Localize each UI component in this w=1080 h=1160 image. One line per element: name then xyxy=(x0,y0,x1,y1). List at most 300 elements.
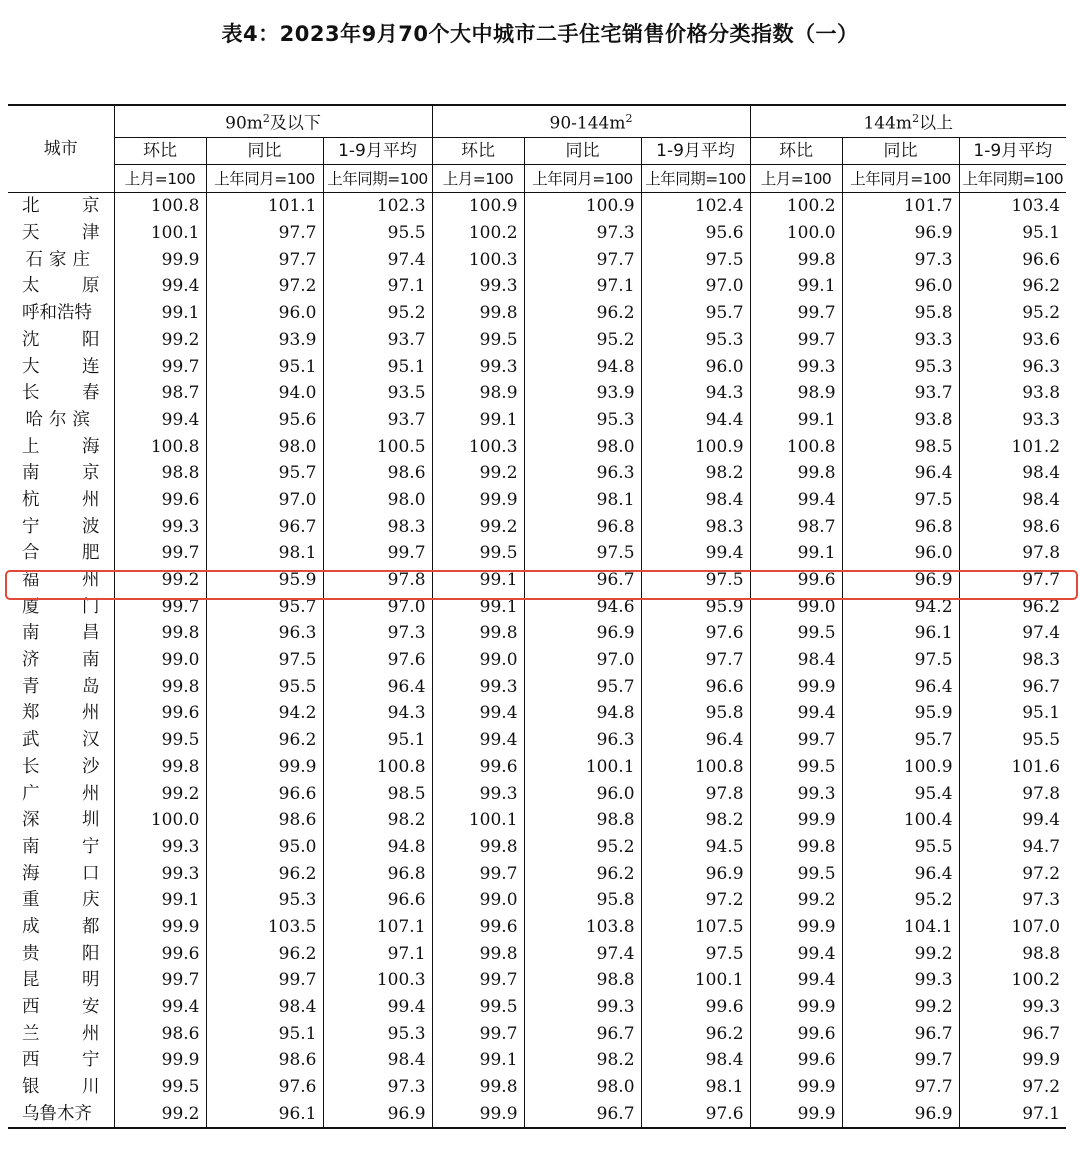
city-name-char: 银 xyxy=(22,1077,40,1098)
table-row xyxy=(8,353,1066,380)
index-value-cell: 97.2 xyxy=(641,887,750,914)
index-value-cell: 99.4 xyxy=(323,994,432,1021)
index-value-cell: 97.3 xyxy=(524,220,641,247)
index-value-cell: 99.9 xyxy=(114,1047,206,1074)
index-value-cell: 93.6 xyxy=(959,326,1066,353)
index-value-cell: 97.5 xyxy=(206,647,323,674)
index-value-cell: 99.9 xyxy=(750,807,842,834)
city-name-char: 福 xyxy=(22,570,40,590)
index-value-cell: 98.4 xyxy=(750,647,842,674)
table-row xyxy=(8,513,1066,540)
index-value-cell: 99.4 xyxy=(750,487,842,514)
index-value-cell: 96.4 xyxy=(323,673,432,700)
index-value-cell: 97.2 xyxy=(959,860,1066,887)
index-value-cell: 95.0 xyxy=(206,834,323,861)
index-value-cell: 95.1 xyxy=(206,353,323,380)
index-value-cell: 100.9 xyxy=(524,193,641,220)
index-value-cell: 96.9 xyxy=(842,1100,959,1128)
index-value-cell: 96.0 xyxy=(842,273,959,300)
city-name-char: 北 xyxy=(22,196,40,217)
index-value-cell: 95.3 xyxy=(641,326,750,353)
sub-header-avg: 1-9月平均 xyxy=(959,137,1066,165)
index-value-cell: 99.3 xyxy=(114,834,206,861)
index-value-cell: 98.4 xyxy=(641,1047,750,1074)
index-value-cell: 94.2 xyxy=(842,593,959,620)
city-name-char: 波 xyxy=(82,516,100,537)
index-value-cell: 97.7 xyxy=(524,246,641,273)
index-value-cell: 99.0 xyxy=(750,593,842,620)
index-value-cell: 97.0 xyxy=(524,647,641,674)
index-value-cell: 98.2 xyxy=(641,807,750,834)
index-value-cell: 99.0 xyxy=(432,887,524,914)
base-header-mom: 上月=100 xyxy=(432,165,524,193)
city-name xyxy=(8,727,114,754)
page-title: 表4：2023年9月70个大中城市二手住宅销售价格分类指数（一） xyxy=(221,22,859,46)
index-value-cell: 96.2 xyxy=(524,300,641,327)
city-name-char: 阳 xyxy=(82,943,100,964)
index-value-cell: 99.9 xyxy=(432,1100,524,1128)
index-value-cell: 96.3 xyxy=(524,727,641,754)
index-value-cell: 97.6 xyxy=(323,647,432,674)
index-value-cell: 99.6 xyxy=(114,487,206,514)
index-value-cell: 95.5 xyxy=(206,673,323,700)
index-value-cell: 101.2 xyxy=(959,433,1066,460)
index-value-cell: 98.6 xyxy=(114,1020,206,1047)
index-value-cell: 99.7 xyxy=(114,540,206,567)
table-row xyxy=(8,940,1066,967)
index-value-cell: 99.2 xyxy=(842,994,959,1021)
city-name-char: 青 xyxy=(22,676,40,697)
index-value-cell: 96.4 xyxy=(842,860,959,887)
index-value-cell: 97.6 xyxy=(641,1100,750,1128)
table-row xyxy=(8,300,1066,327)
index-value-cell: 95.3 xyxy=(524,407,641,434)
index-value-cell: 95.7 xyxy=(524,673,641,700)
index-value-cell: 97.8 xyxy=(641,780,750,807)
table-row xyxy=(8,540,1066,567)
index-value-cell: 100.8 xyxy=(641,753,750,780)
city-name-char: 阳 xyxy=(82,329,100,350)
city-name-char: 庆 xyxy=(82,890,100,911)
index-value-cell: 98.7 xyxy=(114,380,206,407)
city-name-char: 口 xyxy=(82,863,100,884)
index-value-cell: 98.3 xyxy=(323,513,432,540)
index-value-cell: 94.6 xyxy=(524,593,641,620)
city-name xyxy=(8,700,114,727)
index-value-cell: 96.9 xyxy=(842,220,959,247)
city-name-char: 州 xyxy=(82,783,100,804)
index-value-cell: 97.1 xyxy=(323,273,432,300)
index-value-cell: 98.9 xyxy=(750,380,842,407)
index-value-cell: 95.7 xyxy=(842,727,959,754)
index-value-cell: 98.8 xyxy=(524,807,641,834)
index-value-cell: 97.4 xyxy=(323,246,432,273)
index-value-cell: 93.7 xyxy=(842,380,959,407)
index-value-cell: 97.7 xyxy=(959,567,1066,594)
index-value-cell: 96.7 xyxy=(959,673,1066,700)
base-header-yoy: 上年同月=100 xyxy=(842,165,959,193)
city-name-char: 重 xyxy=(22,890,40,911)
index-value-cell: 97.0 xyxy=(641,273,750,300)
city-name-char: 宁 xyxy=(82,836,100,857)
index-value-cell: 97.5 xyxy=(842,647,959,674)
index-value-cell: 99.9 xyxy=(750,1100,842,1128)
index-value-cell: 99.8 xyxy=(432,1074,524,1101)
table-row xyxy=(8,727,1066,754)
index-value-cell: 99.6 xyxy=(114,940,206,967)
index-value-cell: 99.6 xyxy=(750,567,842,594)
index-value-cell: 95.9 xyxy=(842,700,959,727)
city-name-char: 长 xyxy=(22,383,40,404)
base-header-yoy: 上年同月=100 xyxy=(206,165,323,193)
table-row xyxy=(8,220,1066,247)
group-header-small: $90m^2$及以下 xyxy=(114,105,432,137)
index-value-cell: 98.8 xyxy=(959,940,1066,967)
index-value-cell: 99.5 xyxy=(114,1074,206,1101)
index-value-cell: 99.3 xyxy=(432,673,524,700)
index-value-cell: 99.6 xyxy=(750,1020,842,1047)
index-value-cell: 99.4 xyxy=(114,407,206,434)
index-value-cell: 98.1 xyxy=(206,540,323,567)
index-value-cell: 95.7 xyxy=(206,593,323,620)
index-value-cell: 99.2 xyxy=(114,780,206,807)
index-value-cell: 98.4 xyxy=(206,994,323,1021)
index-value-cell: 97.4 xyxy=(524,940,641,967)
table-row xyxy=(8,326,1066,353)
index-value-cell: 100.0 xyxy=(114,807,206,834)
city-name-char: 兰 xyxy=(22,1023,40,1044)
index-value-cell: 99.3 xyxy=(842,967,959,994)
index-value-cell: 99.4 xyxy=(114,273,206,300)
city-name-char: 深 xyxy=(22,810,40,831)
index-value-cell: 100.3 xyxy=(323,967,432,994)
city-name xyxy=(8,1074,114,1101)
city-name-char: 津 xyxy=(82,223,100,244)
index-value-cell: 99.6 xyxy=(432,753,524,780)
index-value-cell: 94.7 xyxy=(959,834,1066,861)
sub-header-mom: 环比 xyxy=(114,137,206,165)
city-name-char: 成 xyxy=(22,916,40,937)
index-value-cell: 95.8 xyxy=(524,887,641,914)
index-value-cell: 100.8 xyxy=(114,193,206,220)
city-name xyxy=(8,460,114,487)
index-value-cell: 96.1 xyxy=(842,620,959,647)
sub-header-yoy: 同比 xyxy=(842,137,959,165)
index-value-cell: 94.8 xyxy=(524,700,641,727)
index-value-cell: 99.6 xyxy=(641,994,750,1021)
city-name xyxy=(8,593,114,620)
city-name xyxy=(8,513,114,540)
city-name-char: 海 xyxy=(82,436,100,457)
city-name-text: 石家庄 xyxy=(25,249,96,270)
index-value-cell: 99.7 xyxy=(842,1047,959,1074)
city-name xyxy=(8,753,114,780)
table-row xyxy=(8,967,1066,994)
index-value-cell: 95.5 xyxy=(842,834,959,861)
index-value-cell: 99.6 xyxy=(114,700,206,727)
index-value-cell: 95.4 xyxy=(842,780,959,807)
index-value-cell: 95.1 xyxy=(323,353,432,380)
city-name xyxy=(8,780,114,807)
index-value-cell: 96.7 xyxy=(524,1020,641,1047)
table-row xyxy=(8,780,1066,807)
index-value-cell: 99.7 xyxy=(750,727,842,754)
index-value-cell: 95.7 xyxy=(206,460,323,487)
city-name xyxy=(8,1020,114,1047)
index-value-cell: 96.9 xyxy=(641,860,750,887)
city-name xyxy=(8,487,114,514)
table-row xyxy=(8,246,1066,273)
city-name xyxy=(8,193,114,220)
base-header-mom: 上月=100 xyxy=(114,165,206,193)
index-value-cell: 96.4 xyxy=(842,673,959,700)
table-row xyxy=(8,433,1066,460)
index-value-cell: 94.8 xyxy=(524,353,641,380)
index-value-cell: 96.7 xyxy=(524,1100,641,1128)
index-value-cell: 95.5 xyxy=(323,220,432,247)
index-value-cell: 97.3 xyxy=(959,887,1066,914)
base-header-avg: 上年同期=100 xyxy=(323,165,432,193)
index-value-cell: 104.1 xyxy=(842,914,959,941)
table-row xyxy=(8,380,1066,407)
index-value-cell: 97.1 xyxy=(959,1100,1066,1128)
sub-header-mom: 环比 xyxy=(432,137,524,165)
index-value-cell: 98.6 xyxy=(959,513,1066,540)
index-value-cell: 99.5 xyxy=(432,994,524,1021)
index-value-cell: 99.3 xyxy=(750,780,842,807)
index-value-cell: 99.2 xyxy=(114,326,206,353)
table-row xyxy=(8,914,1066,941)
sub-header-mom: 环比 xyxy=(750,137,842,165)
index-value-cell: 99.7 xyxy=(323,540,432,567)
city-name-char: 南 xyxy=(82,650,100,671)
index-value-cell: 93.5 xyxy=(323,380,432,407)
index-value-cell: 99.0 xyxy=(114,647,206,674)
index-value-cell: 99.5 xyxy=(432,326,524,353)
sub-header-yoy: 同比 xyxy=(524,137,641,165)
table-row xyxy=(8,567,1066,594)
city-name-char: 南 xyxy=(22,623,40,644)
price-index-table xyxy=(8,104,1066,1129)
index-value-cell: 99.0 xyxy=(432,647,524,674)
index-value-cell: 99.9 xyxy=(750,1074,842,1101)
base-header-avg: 上年同期=100 xyxy=(959,165,1066,193)
index-value-cell: 95.2 xyxy=(524,326,641,353)
index-value-cell: 96.9 xyxy=(323,1100,432,1128)
city-name xyxy=(8,246,114,273)
base-header-mom: 上月=100 xyxy=(750,165,842,193)
index-value-cell: 95.6 xyxy=(206,407,323,434)
city-name-char: 州 xyxy=(82,703,100,724)
city-name-char: 宁 xyxy=(22,516,40,537)
city-name-char: 贵 xyxy=(22,943,40,964)
index-value-cell: 103.8 xyxy=(524,914,641,941)
city-name-char: 合 xyxy=(22,543,40,564)
index-value-cell: 96.3 xyxy=(959,353,1066,380)
city-name xyxy=(8,407,114,434)
index-value-cell: 99.1 xyxy=(114,300,206,327)
index-value-cell: 97.8 xyxy=(959,540,1066,567)
index-value-cell: 95.1 xyxy=(959,700,1066,727)
table-row xyxy=(8,620,1066,647)
index-value-cell: 96.1 xyxy=(206,1100,323,1128)
index-value-cell: 95.9 xyxy=(206,567,323,594)
city-name-char: 京 xyxy=(82,463,100,484)
city-name xyxy=(8,940,114,967)
city-name xyxy=(8,326,114,353)
index-value-cell: 99.7 xyxy=(432,1020,524,1047)
city-name xyxy=(8,807,114,834)
index-value-cell: 96.6 xyxy=(959,246,1066,273)
index-value-cell: 103.4 xyxy=(959,193,1066,220)
city-name-text: 呼和浩特 xyxy=(22,303,92,324)
index-value-cell: 93.7 xyxy=(323,407,432,434)
index-value-cell: 99.3 xyxy=(432,353,524,380)
index-value-cell: 96.3 xyxy=(206,620,323,647)
index-value-cell: 98.2 xyxy=(323,807,432,834)
index-value-cell: 93.9 xyxy=(524,380,641,407)
city-name-char: 南 xyxy=(22,463,40,484)
index-value-cell: 101.6 xyxy=(959,753,1066,780)
index-value-cell: 99.2 xyxy=(114,567,206,594)
index-value-cell: 97.4 xyxy=(959,620,1066,647)
city-name xyxy=(8,834,114,861)
index-value-cell: 99.9 xyxy=(750,673,842,700)
index-value-cell: 100.4 xyxy=(842,807,959,834)
index-value-cell: 99.8 xyxy=(750,834,842,861)
index-value-cell: 99.7 xyxy=(114,593,206,620)
index-value-cell: 97.6 xyxy=(206,1074,323,1101)
city-name-char: 汉 xyxy=(82,730,100,751)
index-value-cell: 107.0 xyxy=(959,914,1066,941)
index-value-cell: 98.3 xyxy=(959,647,1066,674)
index-value-cell: 95.9 xyxy=(641,593,750,620)
index-value-cell: 99.8 xyxy=(114,753,206,780)
city-name xyxy=(8,860,114,887)
index-value-cell: 99.3 xyxy=(959,994,1066,1021)
table-row xyxy=(8,1074,1066,1101)
index-value-cell: 99.5 xyxy=(750,620,842,647)
index-value-cell: 97.1 xyxy=(323,940,432,967)
city-name-char: 大 xyxy=(22,356,40,377)
index-value-cell: 100.9 xyxy=(842,753,959,780)
city-name-char: 岛 xyxy=(82,676,100,697)
index-value-cell: 98.0 xyxy=(206,433,323,460)
city-name-char: 肥 xyxy=(82,543,100,564)
index-value-cell: 99.6 xyxy=(432,914,524,941)
index-value-cell: 100.3 xyxy=(432,433,524,460)
index-value-cell: 95.3 xyxy=(842,353,959,380)
index-value-cell: 99.4 xyxy=(750,967,842,994)
index-value-cell: 101.7 xyxy=(842,193,959,220)
table-header xyxy=(8,105,1066,193)
table-row xyxy=(8,834,1066,861)
index-value-cell: 96.6 xyxy=(641,673,750,700)
index-value-cell: 97.8 xyxy=(323,567,432,594)
index-value-cell: 98.1 xyxy=(524,487,641,514)
index-value-cell: 94.2 xyxy=(206,700,323,727)
index-value-cell: 99.9 xyxy=(432,487,524,514)
index-value-cell: 97.0 xyxy=(323,593,432,620)
index-value-cell: 99.4 xyxy=(432,727,524,754)
city-name-char: 圳 xyxy=(82,810,100,831)
city-name-char: 海 xyxy=(22,863,40,884)
index-value-cell: 99.8 xyxy=(114,673,206,700)
table-row xyxy=(8,1100,1066,1128)
index-value-cell: 93.3 xyxy=(959,407,1066,434)
index-value-cell: 96.0 xyxy=(842,540,959,567)
city-name-char: 南 xyxy=(22,836,40,857)
index-value-cell: 99.1 xyxy=(114,887,206,914)
index-value-cell: 100.3 xyxy=(432,246,524,273)
city-name xyxy=(8,647,114,674)
index-value-cell: 93.9 xyxy=(206,326,323,353)
table-row xyxy=(8,860,1066,887)
index-value-cell: 99.8 xyxy=(432,300,524,327)
group-header-large: $144m^2$以上 xyxy=(750,105,1066,137)
city-name xyxy=(8,300,114,327)
index-value-cell: 107.1 xyxy=(323,914,432,941)
city-name xyxy=(8,1100,114,1128)
index-value-cell: 99.2 xyxy=(114,1100,206,1128)
city-name xyxy=(8,673,114,700)
index-value-cell: 94.0 xyxy=(206,380,323,407)
index-value-cell: 99.4 xyxy=(750,940,842,967)
index-value-cell: 95.3 xyxy=(206,887,323,914)
index-value-cell: 97.7 xyxy=(842,1074,959,1101)
sub-header-avg: 1-9月平均 xyxy=(641,137,750,165)
index-value-cell: 100.8 xyxy=(323,753,432,780)
city-name xyxy=(8,967,114,994)
index-value-cell: 98.6 xyxy=(206,807,323,834)
index-value-cell: 96.3 xyxy=(524,460,641,487)
index-value-cell: 99.3 xyxy=(750,353,842,380)
index-value-cell: 95.2 xyxy=(842,887,959,914)
index-value-cell: 96.8 xyxy=(323,860,432,887)
index-value-cell: 96.2 xyxy=(206,727,323,754)
index-value-cell: 96.2 xyxy=(959,593,1066,620)
index-value-cell: 99.5 xyxy=(750,753,842,780)
index-value-cell: 98.8 xyxy=(114,460,206,487)
index-value-cell: 94.4 xyxy=(641,407,750,434)
index-value-cell: 96.0 xyxy=(641,353,750,380)
index-value-cell: 99.3 xyxy=(524,994,641,1021)
table-row xyxy=(8,407,1066,434)
index-value-cell: 96.8 xyxy=(524,513,641,540)
index-value-cell: 97.7 xyxy=(206,246,323,273)
index-value-cell: 93.3 xyxy=(842,326,959,353)
index-value-cell: 99.5 xyxy=(432,540,524,567)
index-value-cell: 99.3 xyxy=(114,513,206,540)
index-value-cell: 95.3 xyxy=(323,1020,432,1047)
index-value-cell: 102.4 xyxy=(641,193,750,220)
city-name-char: 上 xyxy=(22,436,40,457)
base-header-avg: 上年同期=100 xyxy=(641,165,750,193)
city-name-char: 原 xyxy=(82,276,100,297)
city-name-char: 杭 xyxy=(22,489,40,510)
index-value-cell: 98.4 xyxy=(959,460,1066,487)
index-value-cell: 95.1 xyxy=(959,220,1066,247)
index-value-cell: 99.8 xyxy=(750,460,842,487)
index-value-cell: 97.5 xyxy=(641,940,750,967)
table-row xyxy=(8,807,1066,834)
table-row xyxy=(8,487,1066,514)
index-value-cell: 94.3 xyxy=(641,380,750,407)
index-value-cell: 103.5 xyxy=(206,914,323,941)
index-value-cell: 95.1 xyxy=(323,727,432,754)
index-value-cell: 95.6 xyxy=(641,220,750,247)
city-name xyxy=(8,220,114,247)
